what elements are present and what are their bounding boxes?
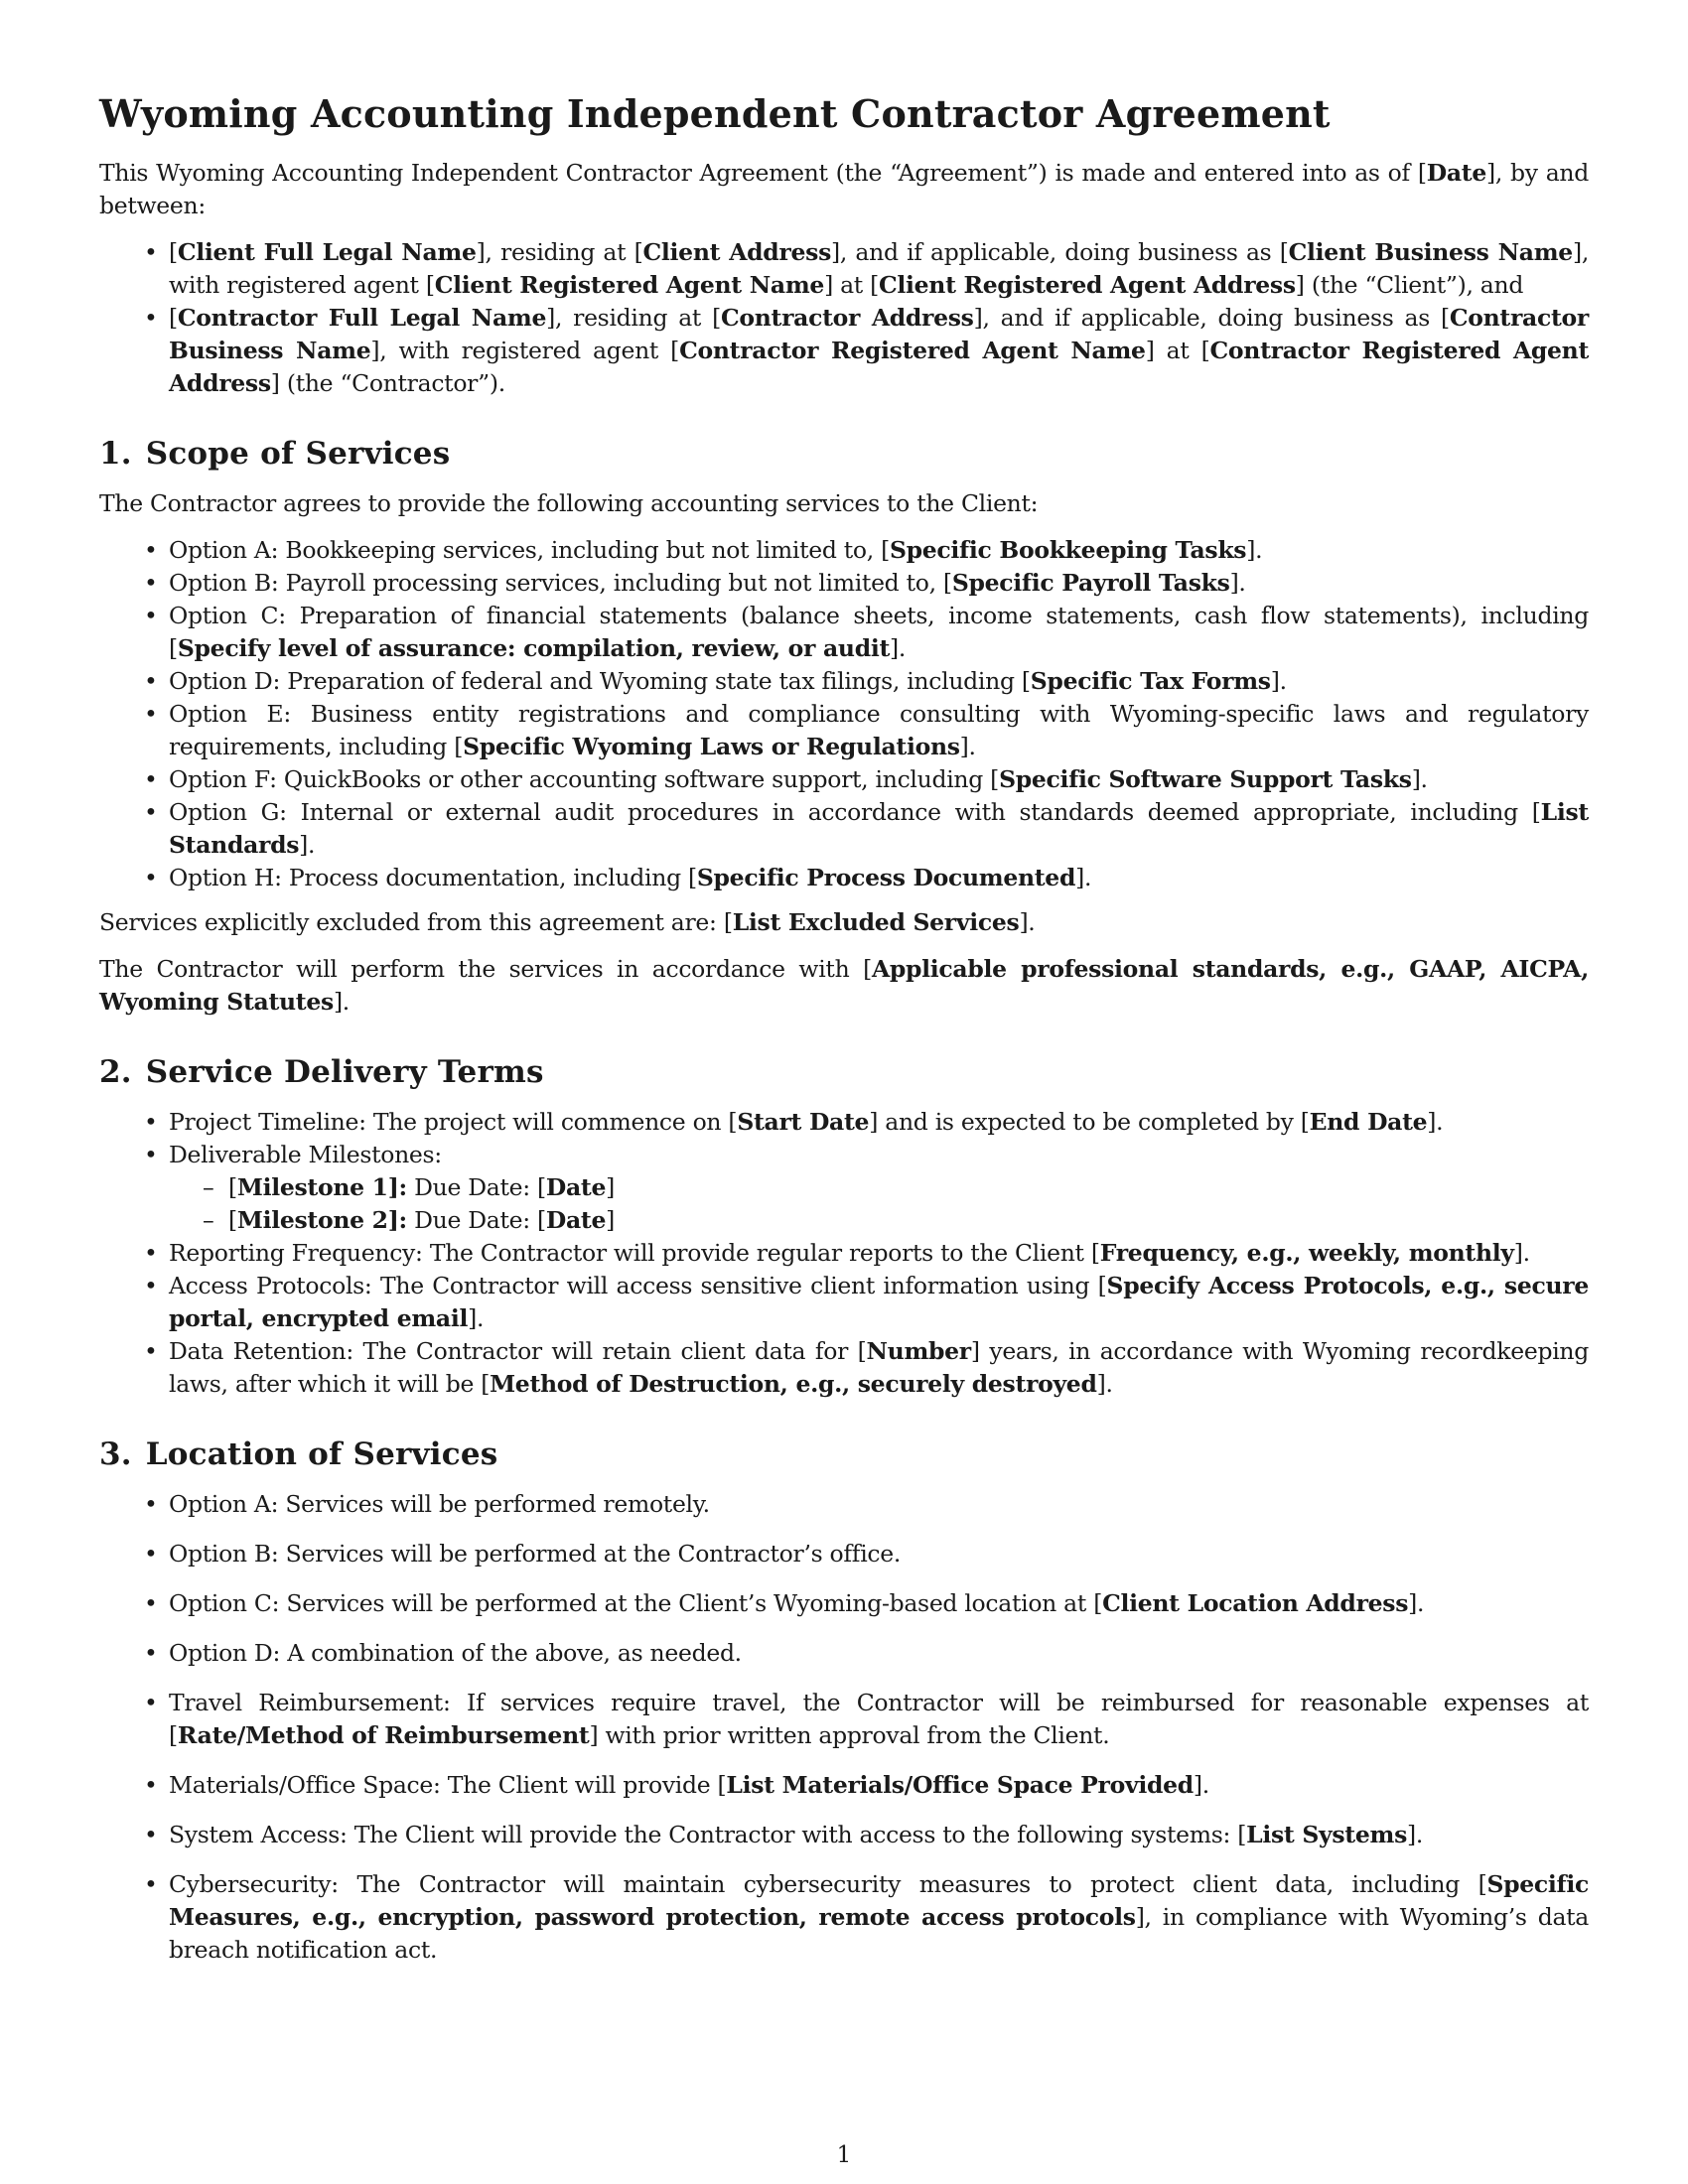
milestone-item: – [Milestone 2]: Due Date: [Date] (228, 1204, 1589, 1237)
document-title: Wyoming Accounting Independent Contractor Agreement (99, 91, 1331, 136)
excluded-services: Services explicitly excluded from this agreement are: [List Excluded Services]. (99, 908, 1036, 936)
delivery-terms-list (99, 1106, 1589, 1401)
list-item: • Travel Reimbursement: If services require travel, the Contractor will be reimbursed for reasonable expenses at [Rate/Method of Reimbursement] with prior written approval from the Client. (169, 1687, 1589, 1752)
list-item: • Option B: Payroll processing services, including but not limited to, [Specific Payroll Tasks]. (169, 567, 1589, 600)
document-page (99, 79, 1589, 2105)
section-heading-location: 3. Location of Services (99, 1436, 498, 1472)
location-options-list (99, 1488, 1589, 1967)
section-heading-delivery: 2. Service Delivery Terms (99, 1054, 544, 1090)
party-client: • [Client Full Legal Name], residing at [Client Address], and if applicable, doing business as [Client Business Name], with registered agent [Client Registered Agent Name] at [Client Registered Agent Address] (the “Client”), and (169, 236, 1589, 302)
list-item: • Option D: A combination of the above, as needed. (169, 1637, 1589, 1670)
scope-options-list (99, 534, 1589, 894)
list-item: • Project Timeline: The project will commence on [Start Date] and is expected to be completed by [End Date]. (169, 1106, 1589, 1139)
list-item: • Option H: Process documentation, including [Specific Process Documented]. (169, 862, 1589, 894)
scope-lead: The Contractor agrees to provide the following accounting services to the Client: (99, 489, 1039, 517)
list-item: • Materials/Office Space: The Client will provide [List Materials/Office Space Provided]. (169, 1769, 1589, 1802)
list-item: • Option E: Business entity registrations and compliance consulting with Wyoming-specific laws and regulatory requirements, including [Specific Wyoming Laws or Regulations]. (169, 698, 1589, 763)
list-item: • Deliverable Milestones: – [Milestone 1]: Due Date: [Date] – [Milestone 2]: Due Date: [Date] (169, 1139, 1589, 1237)
list-item: • Option D: Preparation of federal and Wyoming state tax filings, including [Specific Tax Forms]. (169, 665, 1589, 698)
list-item: • Option G: Internal or external audit procedures in accordance with standards deemed appropriate, including [List Standards]. (169, 796, 1589, 862)
list-item: • Reporting Frequency: The Contractor will provide regular reports to the Client [Frequency, e.g., weekly, monthly]. (169, 1237, 1589, 1270)
party-contractor: • [Contractor Full Legal Name], residing at [Contractor Address], and if applicable, doing business as [Contractor Business Name], with registered agent [Contractor Registered Agent Name] at [Contractor Registered Agent Address] (the “Contractor”). (169, 302, 1589, 400)
list-item: • Option B: Services will be performed at the Contractor’s office. (169, 1538, 1589, 1570)
list-item: • Option C: Preparation of financial statements (balance sheets, income statements, cash flow statements), including [Specify level of assurance: compilation, review, or audit]. (169, 600, 1589, 665)
intro-paragraph: This Wyoming Accounting Independent Contractor Agreement (the “Agreement”) is made and entered into as of [Date], by and between: (99, 159, 1589, 219)
list-item: • Option C: Services will be performed at the Client’s Wyoming-based location at [Client Location Address]. (169, 1587, 1589, 1620)
milestone-item: – [Milestone 1]: Due Date: [Date] (228, 1171, 1589, 1204)
page-number: 1 (836, 2142, 852, 2168)
milestones-list (169, 1171, 1589, 1237)
list-item: • Option A: Services will be performed remotely. (169, 1488, 1589, 1521)
list-item: • Cybersecurity: The Contractor will maintain cybersecurity measures to protect client data, including [Specific Measures, e.g., encryption, password protection, remote access protocols], in compliance with Wyoming’s data breach notification act. (169, 1868, 1589, 1967)
date-placeholder: Date (1426, 159, 1486, 187)
list-item: • System Access: The Client will provide the Contractor with access to the following systems: [List Systems]. (169, 1819, 1589, 1851)
parties-list (99, 236, 1589, 400)
standards-paragraph: The Contractor will perform the services in accordance with [Applicable professional standards, e.g., GAAP, AICPA, Wyoming Statutes]. (99, 955, 1590, 1016)
section-heading-scope: 1. Scope of Services (99, 436, 451, 472)
list-item: • Option F: QuickBooks or other accounting software support, including [Specific Software Support Tasks]. (169, 763, 1589, 796)
list-item: • Option A: Bookkeeping services, including but not limited to, [Specific Bookkeeping Tasks]. (169, 534, 1589, 567)
list-item: • Data Retention: The Contractor will retain client data for [Number] years, in accordance with Wyoming recordkeeping laws, after which it will be [Method of Destruction, e.g., securely destroyed]. (169, 1335, 1589, 1401)
list-item: • Access Protocols: The Contractor will access sensitive client information using [Specify Access Protocols, e.g., secure portal, encrypted email]. (169, 1270, 1589, 1335)
